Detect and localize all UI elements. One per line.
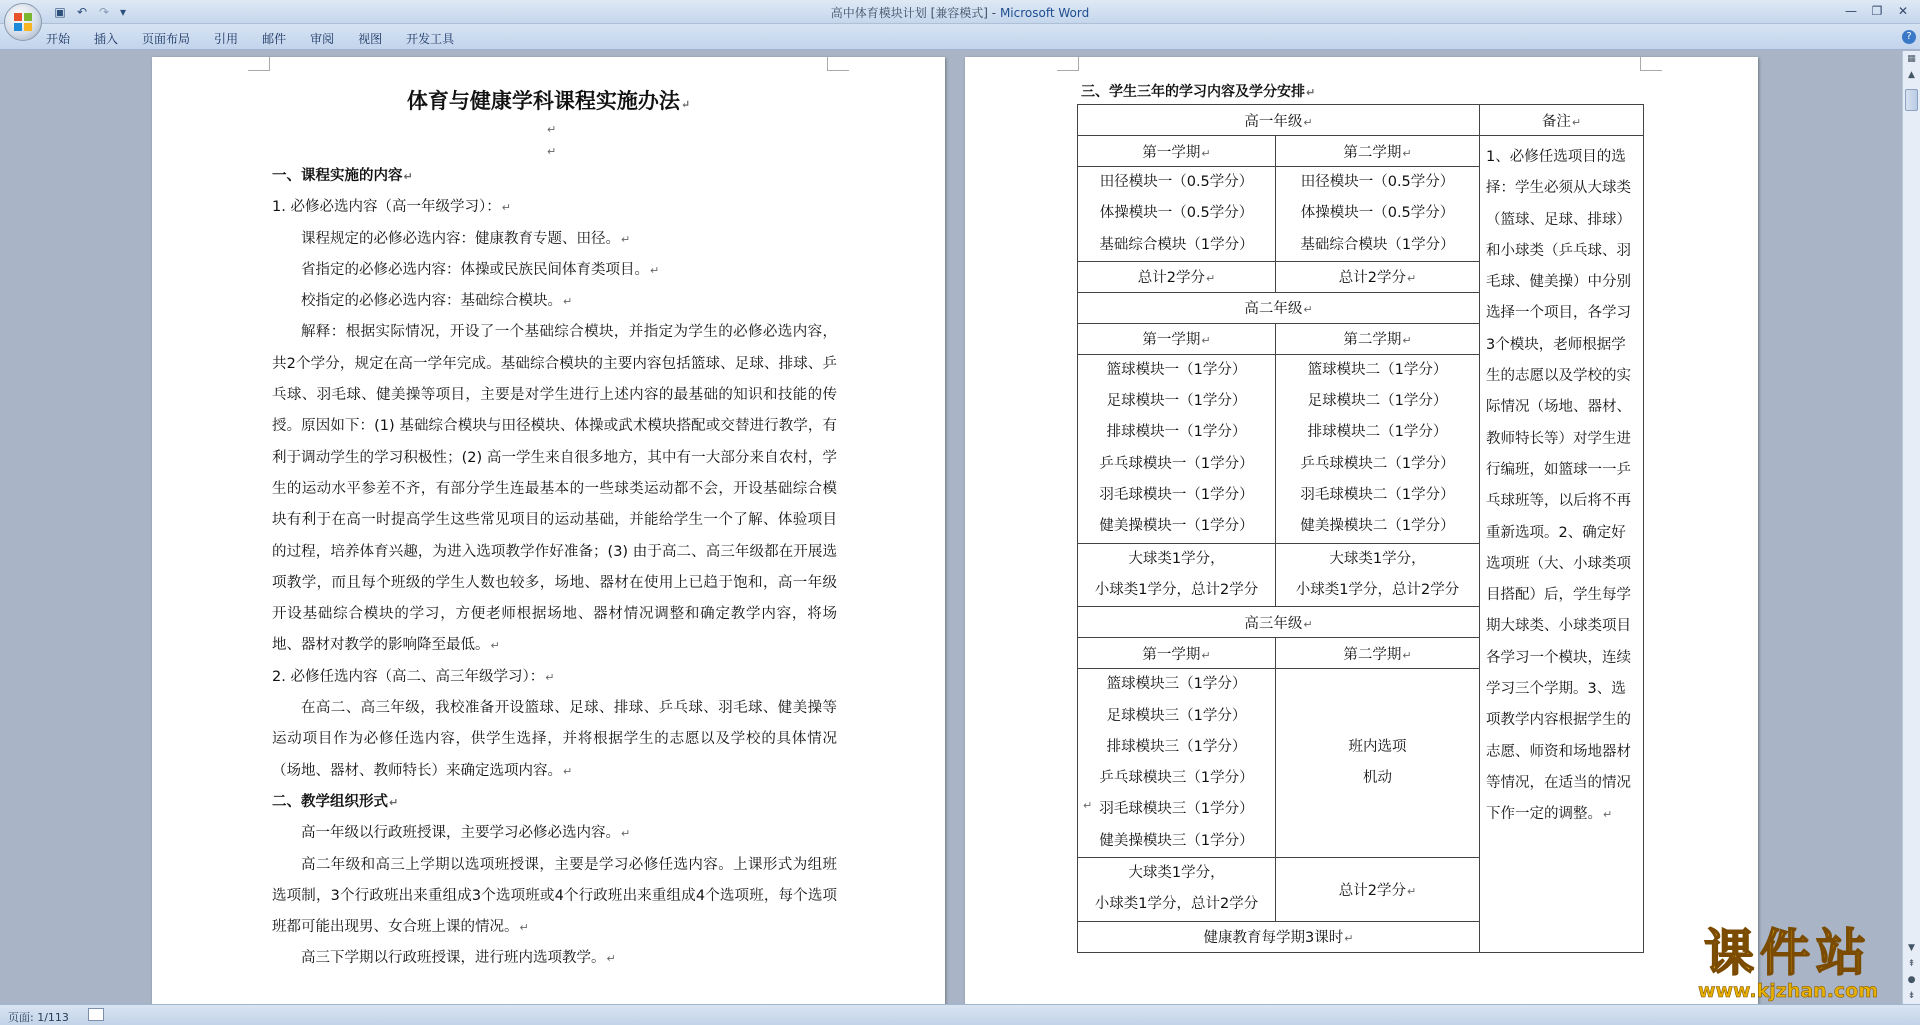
save-icon[interactable]: ▣ (54, 5, 66, 19)
g1-term2-modules (1276, 167, 1480, 262)
vertical-scrollbar[interactable] (1902, 51, 1920, 1004)
g3-term1-summary (1078, 858, 1276, 922)
tab-developer[interactable]: 开发工具 (406, 32, 455, 46)
table-line: 大球类1学分， (1128, 550, 1225, 567)
watermark-url: www.kjzhan.com (1697, 980, 1879, 1002)
close-icon[interactable]: ✕ (1897, 4, 1909, 18)
table-line: 足球模块二（1学分） (1307, 393, 1448, 410)
title-separator: - (987, 6, 1000, 20)
table-line: 排球模块三（1学分） (1106, 738, 1247, 755)
table-line: 健美操模块二（1学分） (1300, 518, 1455, 535)
document-title: 体育与健康学科课程实施办法↵ (406, 88, 691, 113)
table-line: 田径模块一（0.5学分） (1099, 174, 1254, 190)
page-2[interactable] (965, 57, 1758, 1004)
office-button-icon (14, 13, 33, 32)
ribbon-tab-bar (0, 24, 1920, 50)
office-button[interactable] (4, 3, 42, 41)
maximize-icon[interactable]: ❐ (1871, 4, 1883, 18)
paragraph-mark: ↵ (1083, 799, 1093, 812)
watermark-title: 课件站 (1704, 924, 1872, 982)
table-line: 篮球模块一（1学分） (1106, 361, 1247, 378)
table-line: 乒乓球模块二（1学分） (1300, 455, 1455, 472)
tab-home[interactable]: 开始 (46, 32, 71, 46)
table-line: 大球类1学分， (1128, 865, 1225, 882)
page-1[interactable] (152, 57, 945, 1004)
table-line: 体操模块一（0.5学分） (1300, 205, 1455, 222)
watermark-logo (1668, 926, 1908, 1004)
ribbon-tabs (46, 30, 478, 47)
section-heading-1: 一、课程实施的内容↵ (272, 168, 413, 184)
g3-term2-content (1276, 669, 1480, 858)
crop-mark (1057, 57, 1079, 71)
table-line: 排球模块二（1学分） (1307, 424, 1448, 441)
table-line: 小球类1学分，总计2学分 (1295, 581, 1460, 598)
proofing-status-icon[interactable] (88, 1008, 104, 1021)
health-education-row: 健康教育每学期3课时↵ (1078, 921, 1480, 952)
table-line: 羽毛球模块三（1学分） (1099, 801, 1254, 818)
term-2-header: 第二学期↵ (1276, 638, 1480, 669)
scroll-down-icon[interactable]: ▼ (1908, 943, 1915, 953)
paragraph: 课程规定的必修必选内容：健康教育专题、田径。↵ (301, 230, 631, 247)
table-line: 篮球模块二（1学分） (1307, 361, 1448, 378)
tab-review[interactable]: 审阅 (310, 32, 335, 46)
paragraph: 在高二、高三年级，我校准备开设篮球、足球、排球、乒乓球、羽毛球、健美操等运动项目作为必修任选内容，供学生选择，并将根据学生的志愿以及学校的具体情况（场地、器材、教师特长）来确定选项内容。↵ (272, 700, 837, 779)
paragraph-mark: ↵ (547, 123, 557, 136)
tab-view[interactable]: 视图 (358, 32, 383, 46)
app-name: Microsoft Word (999, 6, 1090, 20)
g1-term1-modules (1078, 167, 1276, 262)
table-line: 足球模块三（1学分） (1106, 707, 1247, 724)
g2-term1-summary (1078, 543, 1276, 607)
document-name: 高中体育模块计划 [兼容模式] (830, 6, 988, 20)
tab-references[interactable]: 引用 (214, 32, 239, 46)
section-heading-2: 二、教学组织形式↵ (272, 793, 399, 810)
status-bar (0, 1004, 1920, 1025)
term-2-header: 第二学期↵ (1276, 323, 1480, 354)
redo-icon[interactable]: ↷ (98, 5, 110, 19)
table-line: 大球类1学分， (1329, 550, 1426, 567)
table-line: 基础综合模块（1学分） (1300, 236, 1455, 253)
note-cell: 1、必修任选项目的选择：学生必须从大球类（篮球、足球、排球）和小球类（乒乓球、羽毛球、健美操）中分别选择一个项目，各学习3个模块，老师根据学生的志愿以及学校的实际情况（场地、器材、教师特长等）对学生进行编班，如篮球一一乒乓球班等，以后将不再重新选项。2、确定好选项班（大、小球类项目搭配）后，学生每学期大球类、小球类项目各学习一个模块，连续学习三个学期。3、选项教学内容根据学生的志愿、师资和场地器材等情况，在适当的情况下作一定的调整。↵ (1480, 136, 1644, 953)
paragraph-mark: ↵ (547, 145, 557, 158)
table-line: 足球模块一（1学分） (1106, 393, 1247, 410)
paragraph: 高二年级和高三上学期以选项班授课，主要是学习必修任选内容。上课形式为组班选项制，3个行政班出来重组成3个选项班或4个行政班出来重组成4个选项班，每个选项班都可能出现男、女合班上课的情况。↵ (272, 856, 837, 936)
minimize-icon[interactable]: — (1845, 4, 1857, 18)
g2-term2-modules (1276, 354, 1480, 543)
help-icon[interactable]: ? (1902, 30, 1916, 44)
g2-term2-summary (1276, 543, 1480, 607)
g1-term2-total: 总计2学分↵ (1276, 261, 1480, 292)
list-item-1: 1. 必修必选内容（高一年级学习）：↵ (272, 199, 511, 216)
table-line: 乒乓球模块三（1学分） (1099, 770, 1254, 787)
section-heading-3: 三、学生三年的学习内容及学分安排↵ (1081, 84, 1316, 100)
table-line: 体操模块一（0.5学分） (1099, 205, 1254, 222)
table-line: 基础综合模块（1学分） (1099, 236, 1254, 253)
previous-page-icon[interactable]: ⇞ (1907, 959, 1916, 969)
table-line: 小球类1学分，总计2学分 (1094, 581, 1259, 598)
table-line: 乒乓球模块一（1学分） (1099, 455, 1254, 472)
dropdown-icon[interactable]: ▾ (119, 5, 127, 19)
table-line: 羽毛球模块一（1学分） (1099, 487, 1254, 504)
paragraph: 省指定的必修必选内容：体操或民族民间体育类项目。↵ (301, 261, 660, 278)
term-1-header: 第一学期↵ (1078, 323, 1276, 354)
next-page-icon[interactable]: ⇟ (1907, 991, 1916, 1001)
credit-table (1077, 104, 1644, 953)
paragraph: 高一年级以行政班授课，主要学习必修必选内容。↵ (301, 825, 631, 842)
title-bar (0, 0, 1920, 24)
crop-mark (827, 57, 849, 71)
table-line: 健美操模块一（1学分） (1099, 518, 1254, 535)
ruler-toggle-icon[interactable]: ▦ (1907, 54, 1916, 64)
page-number-indicator[interactable]: 页面: 1/113 (8, 1011, 69, 1024)
undo-icon[interactable]: ↶ (76, 5, 88, 19)
scroll-up-icon[interactable]: ▲ (1908, 70, 1915, 80)
table-line: 田径模块一（0.5学分） (1300, 174, 1455, 190)
window-controls (1838, 2, 1916, 20)
g3-term1-modules (1078, 669, 1276, 858)
crop-mark (1640, 57, 1662, 71)
paragraph: 校指定的必修必选内容：基础综合模块。↵ (301, 293, 573, 310)
crop-mark (248, 57, 270, 71)
table-line: 小球类1学分，总计2学分 (1094, 896, 1259, 913)
table-line: 健美操模块三（1学分） (1099, 832, 1254, 849)
tab-mailings[interactable]: 邮件 (262, 32, 287, 46)
table-line: 机动 (1363, 770, 1392, 787)
g1-term1-total: 总计2学分↵ (1078, 261, 1276, 292)
grade-2-header: 高二年级↵ (1078, 292, 1480, 323)
grade-1-header: 高一年级↵ (1078, 105, 1480, 136)
grade-3-header: 高三年级↵ (1078, 607, 1480, 638)
term-1-header: 第一学期↵ (1078, 638, 1276, 669)
tab-page-layout[interactable]: 页面布局 (142, 32, 191, 46)
paragraph: 高三下学期以行政班授课，进行班内选项教学。↵ (301, 950, 616, 967)
table-line: 排球模块一（1学分） (1106, 424, 1247, 441)
tab-insert[interactable]: 插入 (94, 32, 119, 46)
scrollbar-thumb[interactable] (1905, 89, 1918, 111)
term-2-header: 第二学期↵ (1276, 136, 1480, 167)
note-header: 备注↵ (1480, 105, 1644, 136)
select-browse-object-icon[interactable]: ● (1907, 975, 1916, 985)
page1-body (272, 161, 837, 975)
term-1-header: 第一学期↵ (1078, 136, 1276, 167)
document-workspace (0, 51, 1902, 1004)
g2-term1-modules (1078, 354, 1276, 543)
table-line: 班内选项 (1348, 738, 1407, 755)
table-line: 篮球模块三（1学分） (1106, 676, 1247, 693)
window-title (0, 4, 1920, 21)
g3-term2-total: 总计2学分↵ (1276, 858, 1480, 922)
paragraph-explanation: 解释：根据实际情况，开设了一个基础综合模块，并指定为学生的必修必选内容，共2个学分，规定在高一学年完成。基础综合模块的主要内容包括篮球、足球、排球、乒乓球、羽毛球、健美操等项目，主要是对学生进行上述内容的最基础的知识和技能的传授。原因如下：(1) 基础综合模块与田径模块、体操或武术模块搭配或交替进行教学，有利于调动学生的学习积极性；(2) 高一学生来自很多地方，其中有一大部分来自农村，学生的运动水平参差不齐，有部分学生连最基本的一些球类运动都不会，开设基础综合模块有利于在高一时提高学生这些常见项目的运动基础，并能给学生一个了解、体验项目的过程，培养体育兴趣，为进入选项教学作好准备；(3) 由于高二、高三年级都在开展选项教学，而且每个班级的学生人数也较多，场地、器材在使用上已趋于饱和，高一年级开设基础综合模块的学习，方便老师根据场地、器材情况调整和确定教学内容，将场地、器材对教学的影响降至最低。↵ (272, 324, 837, 654)
list-item-2: 2. 必修任选内容（高二、高三年级学习）：↵ (272, 668, 555, 685)
table-line: 羽毛球模块二（1学分） (1300, 487, 1455, 504)
